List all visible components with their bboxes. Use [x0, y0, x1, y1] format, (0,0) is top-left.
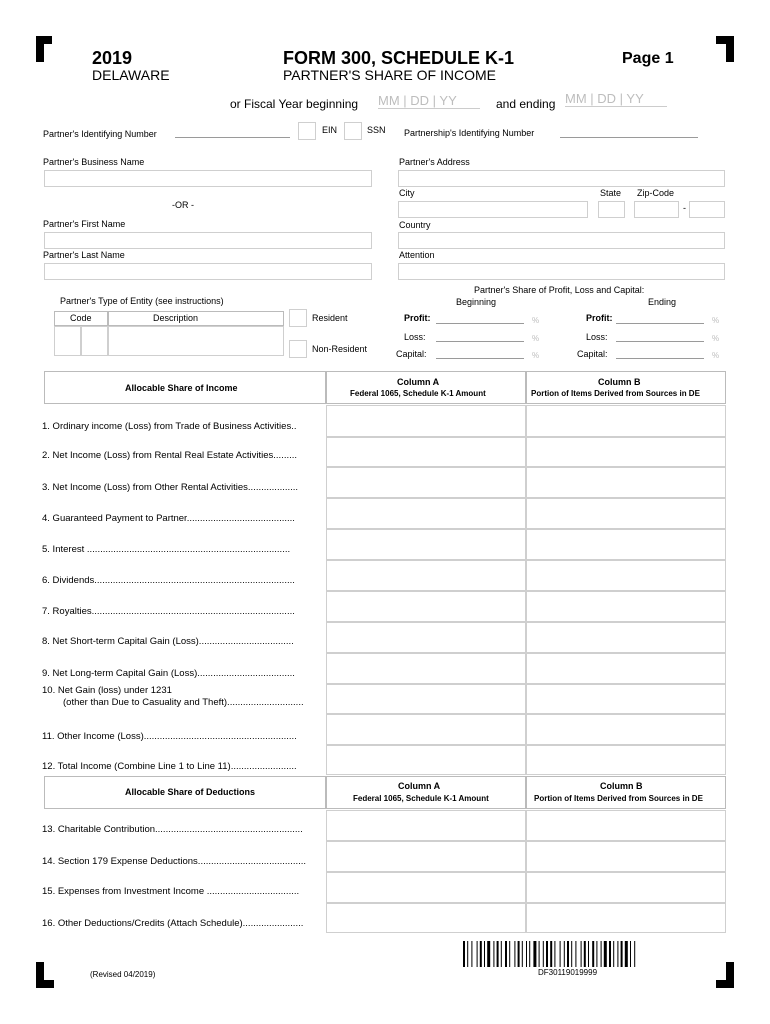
income-line-10-col-a-input[interactable]: [326, 684, 526, 714]
profit-end-pct: %: [712, 316, 720, 325]
profit-begin-pct: %: [532, 316, 540, 325]
profit-end-label: Profit:: [586, 313, 613, 323]
zip-code-input[interactable]: [634, 201, 679, 218]
entity-description-input[interactable]: [108, 326, 284, 356]
capital-end-pct: %: [712, 351, 720, 360]
profit-begin-label: Profit:: [404, 313, 431, 323]
income-col-a-header: [326, 371, 526, 404]
resident-checkbox[interactable]: [289, 309, 307, 327]
address-label: Partner's Address: [399, 157, 470, 167]
capital-begin-label: Capital:: [396, 349, 427, 359]
profit-end-input[interactable]: [616, 323, 704, 324]
partnership-id-label: Partnership's Identifying Number: [404, 128, 535, 138]
capital-end-label: Capital:: [577, 349, 608, 359]
entity-code-input-2[interactable]: [81, 326, 108, 356]
deduction-line-16-col-a-input[interactable]: [326, 903, 526, 933]
address-input[interactable]: [398, 170, 725, 187]
deduction-line-14-col-b-input[interactable]: [526, 841, 726, 872]
form-title: FORM 300, SCHEDULE K-1: [283, 48, 515, 68]
and-ending-label: and ending: [496, 97, 556, 111]
country-label: Country: [399, 220, 431, 230]
income-table-title: Allocable Share of Income: [125, 383, 238, 393]
fiscal-end-date-input[interactable]: MM | DD | YY: [565, 91, 667, 107]
income-line-1-col-a-input[interactable]: [326, 405, 526, 437]
country-input[interactable]: [398, 232, 725, 249]
income-col-b-title: Column B: [598, 377, 641, 387]
entity-type-label: Partner's Type of Entity (see instructions): [60, 296, 224, 306]
income-line-9-label: 9. Net Long-term Capital Gain (Loss).....................................: [42, 668, 295, 679]
income-line-6-label: 6. Dividends............................................................................: [42, 575, 295, 586]
last-name-input[interactable]: [44, 263, 372, 280]
income-line-12-label: 12. Total Income (Combine Line 1 to Line 11).........................: [42, 761, 297, 772]
zip-dash: -: [683, 203, 686, 213]
state-name: DELAWARE: [92, 67, 170, 83]
or-separator: -OR -: [172, 200, 194, 210]
first-name-label: Partner's First Name: [43, 219, 126, 229]
income-line-2-label: 2. Net Income (Loss) from Rental Real Estate Activities.........: [42, 450, 298, 461]
income-line-10-col-b-input[interactable]: [526, 684, 726, 714]
deduction-line-13-col-a-input[interactable]: [326, 810, 526, 841]
fiscal-begin-date-input[interactable]: MM | DD | YY: [378, 93, 480, 109]
income-line-12-col-a-input[interactable]: [326, 745, 526, 775]
capital-begin-pct: %: [532, 351, 540, 360]
deductions-col-b-subtitle: Portion of Items Derived from Sources in DE: [534, 794, 703, 803]
income-line-5-label: 5. Interest .............................................................................: [42, 544, 291, 555]
loss-begin-label: Loss:: [404, 332, 426, 342]
income-line-10-continuation: (other than Due to Casuality and Theft).............................: [63, 697, 304, 708]
income-line-2-col-b-input[interactable]: [526, 437, 726, 467]
share-title: Partner's Share of Profit, Loss and Capital:: [474, 285, 645, 295]
income-line-8-col-a-input[interactable]: [326, 622, 526, 653]
deduction-line-15-label: 15. Expenses from Investment Income ...................................: [42, 886, 300, 897]
partner-id-label: Partner's Identifying Number: [43, 129, 157, 139]
deduction-line-14-col-a-input[interactable]: [326, 841, 526, 872]
zip-extension-input[interactable]: [689, 201, 725, 218]
business-name-input[interactable]: [44, 170, 372, 187]
entity-code-label: Code: [70, 313, 92, 323]
ein-label: EIN: [322, 125, 338, 135]
income-line-7-col-b-input[interactable]: [526, 591, 726, 622]
income-line-3-col-a-input[interactable]: [326, 467, 526, 498]
income-line-8-col-b-input[interactable]: [526, 622, 726, 653]
ssn-checkbox[interactable]: [344, 122, 362, 140]
income-line-4-col-b-input[interactable]: [526, 498, 726, 529]
loss-begin-pct: %: [532, 334, 540, 343]
income-line-6-col-a-input[interactable]: [326, 560, 526, 591]
partnership-id-input[interactable]: [560, 137, 698, 138]
deductions-col-a-title: Column A: [398, 781, 441, 791]
income-col-b-subtitle: Portion of Items Derived from Sources in DE: [531, 389, 700, 398]
loss-end-label: Loss:: [586, 332, 608, 342]
nonresident-checkbox[interactable]: [289, 340, 307, 358]
income-line-8-label: 8. Net Short-term Capital Gain (Loss)....................................: [42, 636, 294, 647]
deduction-line-16-col-b-input[interactable]: [526, 903, 726, 933]
deduction-line-15-col-a-input[interactable]: [326, 872, 526, 903]
state-input[interactable]: [598, 201, 625, 218]
corner-mark-bottom-right: [716, 980, 734, 988]
income-line-4-label: 4. Guaranteed Payment to Partner.........................................: [42, 513, 295, 524]
corner-mark-top-right: [716, 36, 734, 44]
income-col-a-title: Column A: [397, 377, 440, 387]
income-line-3-label: 3. Net Income (Loss) from Other Rental Activities...................: [42, 482, 299, 493]
business-name-label: Partner's Business Name: [43, 157, 145, 167]
income-line-5-col-a-input[interactable]: [326, 529, 526, 560]
deduction-line-13-label: 13. Charitable Contribution........................................................: [42, 824, 303, 835]
share-ending-label: Ending: [648, 297, 677, 307]
deduction-line-14-label: 14. Section 179 Expense Deductions.........................................: [42, 856, 307, 867]
capital-begin-input[interactable]: [436, 358, 524, 359]
income-line-11-col-a-input[interactable]: [326, 714, 526, 745]
income-line-12-col-b-input[interactable]: [526, 745, 726, 775]
loss-begin-input[interactable]: [436, 341, 524, 342]
deduction-line-15-col-b-input[interactable]: [526, 872, 726, 903]
city-input[interactable]: [398, 201, 588, 218]
entity-description-label: Description: [153, 313, 199, 323]
deductions-col-a-subtitle: Federal 1065, Schedule K-1 Amount: [353, 794, 489, 803]
barcode: [463, 941, 683, 967]
city-label: City: [399, 188, 415, 198]
income-line-7-label: 7. Royalties.............................................................................: [42, 606, 295, 617]
fiscal-year-label: or Fiscal Year beginning: [230, 97, 359, 111]
attention-label: Attention: [399, 250, 435, 260]
last-name-label: Partner's Last Name: [43, 250, 125, 260]
capital-end-input[interactable]: [616, 358, 704, 359]
loss-end-pct: %: [712, 334, 720, 343]
tax-year: 2019: [92, 48, 133, 68]
income-line-10-label: 10. Net Gain (loss) under 1231: [42, 685, 172, 696]
form-subtitle: PARTNER'S SHARE OF INCOME: [283, 67, 496, 83]
deductions-table-title: Allocable Share of Deductions: [125, 787, 256, 797]
ssn-label: SSN: [367, 125, 386, 135]
corner-mark-bottom-left: [36, 980, 54, 988]
income-line-1-col-b-input[interactable]: [526, 405, 726, 437]
resident-label: Resident: [312, 313, 348, 323]
partner-id-input[interactable]: [175, 137, 290, 138]
income-col-b-header: [526, 371, 726, 404]
zip-label: Zip-Code: [637, 188, 675, 198]
entity-code-input-1[interactable]: [54, 326, 81, 356]
income-line-11-col-b-input[interactable]: [526, 714, 726, 745]
attention-input[interactable]: [398, 263, 725, 280]
ein-checkbox[interactable]: [298, 122, 316, 140]
profit-begin-input[interactable]: [436, 323, 524, 324]
income-line-6-col-b-input[interactable]: [526, 560, 726, 591]
income-line-2-col-a-input[interactable]: [326, 437, 526, 467]
corner-mark-top-left: [36, 36, 52, 44]
income-col-a-subtitle: Federal 1065, Schedule K-1 Amount: [350, 389, 486, 398]
deductions-col-b-title: Column B: [600, 781, 643, 791]
revised-date: (Revised 04/2019): [90, 970, 156, 979]
income-line-9-col-b-input[interactable]: [526, 653, 726, 684]
income-line-7-col-a-input[interactable]: [326, 591, 526, 622]
income-line-3-col-b-input[interactable]: [526, 467, 726, 498]
page-number: Page 1: [622, 50, 674, 67]
nonresident-label: Non-Resident: [312, 344, 368, 354]
deduction-line-16-label: 16. Other Deductions/Credits (Attach Schedule).......................: [42, 918, 304, 929]
deduction-line-13-col-b-input[interactable]: [526, 810, 726, 841]
income-line-4-col-a-input[interactable]: [326, 498, 526, 529]
barcode-text: DF30119019999: [538, 968, 598, 977]
state-label: State: [600, 188, 622, 198]
first-name-input[interactable]: [44, 232, 372, 249]
income-line-9-col-a-input[interactable]: [326, 653, 526, 684]
income-line-5-col-b-input[interactable]: [526, 529, 726, 560]
income-line-11-label: 11. Other Income (Loss)..........................................................: [42, 731, 297, 742]
share-beginning-label: Beginning: [456, 297, 497, 307]
loss-end-input[interactable]: [616, 341, 704, 342]
income-line-1-label: 1. Ordinary income (Loss) from Trade of Business Activities..: [42, 421, 297, 432]
